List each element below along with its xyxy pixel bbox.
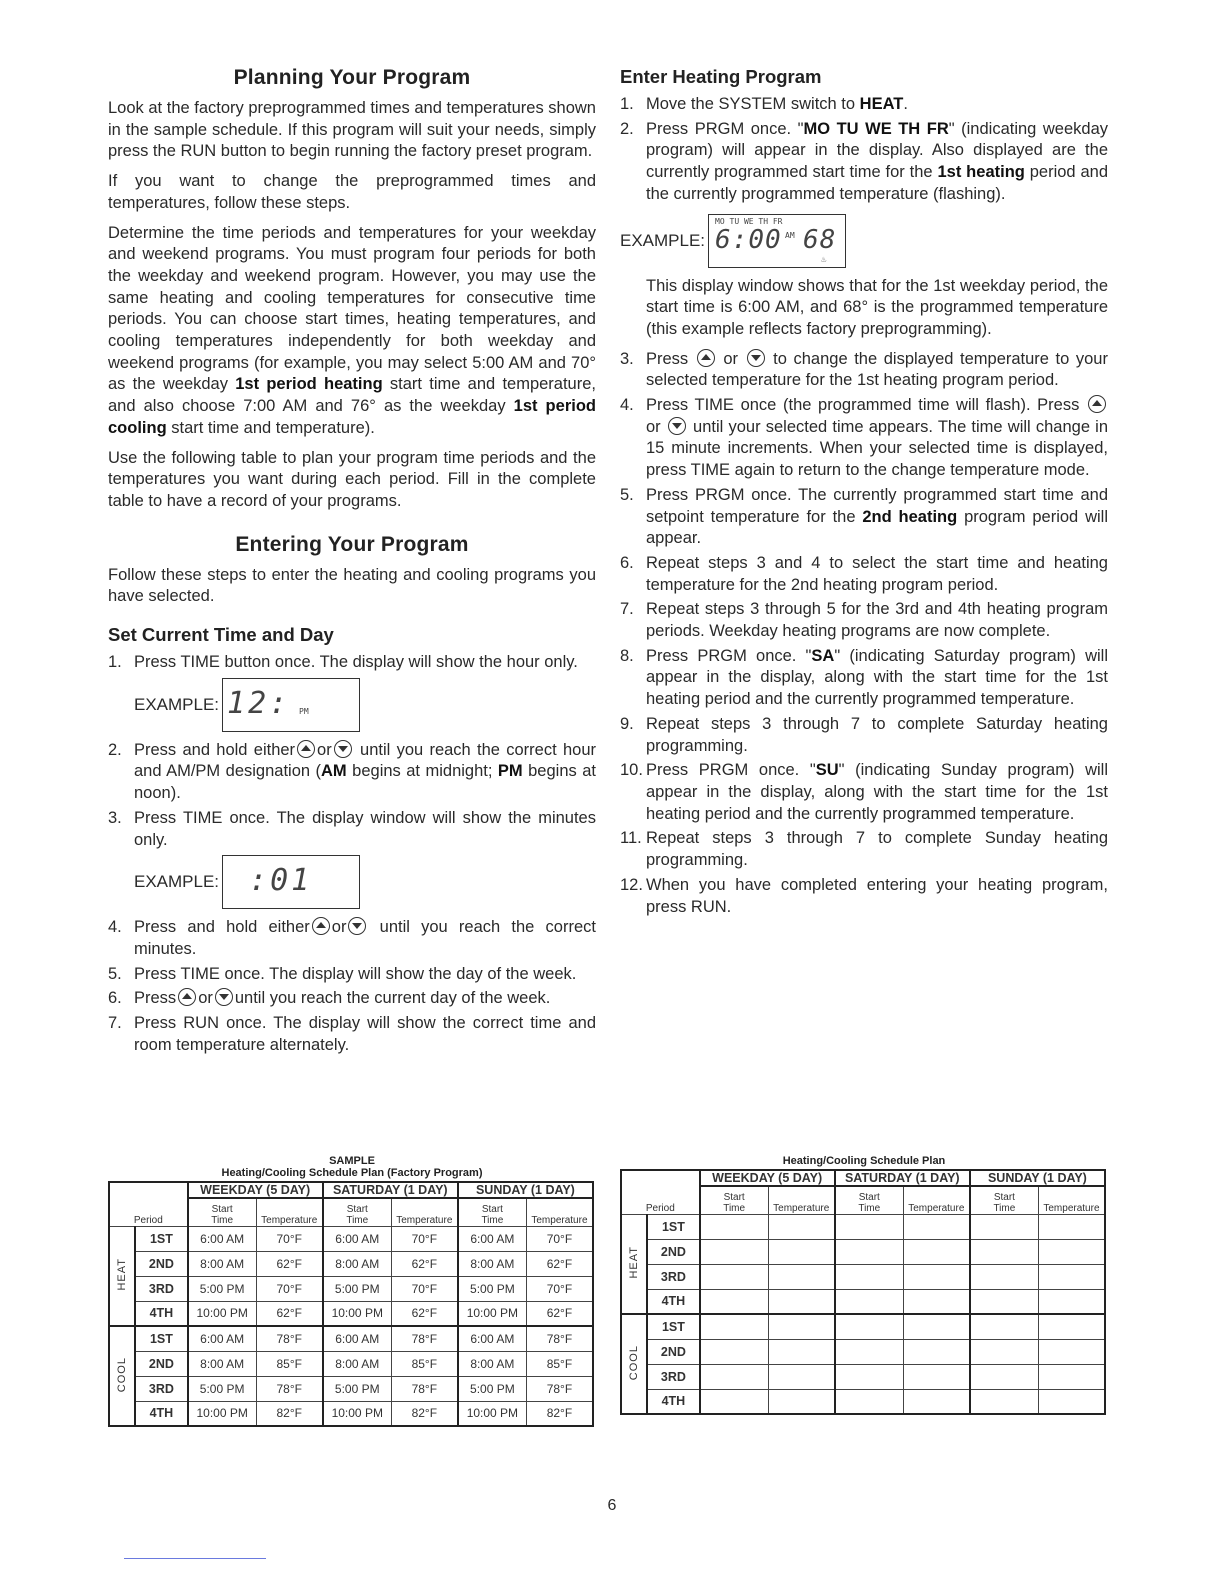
list-item: 8. Press PRGM once. "SA" (indicating Saturday program) will appear in the display, along with the start time for the 1st heating period and the currently programmed temperature. — [620, 646, 1108, 709]
temperature-cell — [1038, 1239, 1105, 1264]
table-row — [621, 1364, 1105, 1389]
temperature-header: Temperature — [526, 1198, 593, 1226]
sunday-header: SUNDAY (1 DAY) — [970, 1170, 1105, 1186]
start-time-cell: 10:00 PM — [188, 1301, 257, 1326]
temperature-header: Temperature — [256, 1198, 323, 1226]
table-row — [109, 1276, 593, 1301]
start-time-cell: 5:00 PM — [458, 1276, 527, 1301]
saturday-header: SATURDAY (1 DAY) — [835, 1170, 970, 1186]
table-row — [621, 1314, 1105, 1339]
start-time-cell: 10:00 PM — [458, 1301, 527, 1326]
start-time-header: Start Time — [835, 1186, 904, 1214]
planning-paragraph-2: If you want to change the preprogrammed times and temperatures, follow these steps. — [108, 172, 596, 212]
down-arrow-icon — [747, 349, 765, 367]
start-time-cell — [835, 1214, 904, 1239]
start-time-cell — [835, 1314, 904, 1339]
period-cell: 3RD — [135, 1376, 187, 1401]
temperature-cell — [1038, 1389, 1105, 1414]
temperature-cell — [1038, 1214, 1105, 1239]
down-arrow-icon — [215, 988, 233, 1006]
period-cell: 1ST — [135, 1226, 187, 1251]
table-row — [109, 1351, 593, 1376]
start-time-cell: 10:00 PM — [323, 1401, 392, 1426]
blank-schedule-table — [620, 1155, 1108, 1415]
table-row — [621, 1339, 1105, 1364]
period-cell: 2ND — [647, 1239, 699, 1264]
weekday-header: WEEKDAY (5 DAY) — [188, 1182, 323, 1198]
start-time-cell: 5:00 PM — [458, 1376, 527, 1401]
start-time-cell — [700, 1339, 769, 1364]
example-hour — [134, 678, 596, 732]
temperature-cell: 70°F — [391, 1276, 458, 1301]
sample-caption: SAMPLE — [329, 1155, 375, 1167]
start-time-cell: 8:00 AM — [323, 1251, 392, 1276]
heating-program-title: Enter Heating Program — [620, 66, 822, 87]
planning-paragraph-4: Use the following table to plan your program time periods and the temperatures you want during each period. Fill in the complete table to have a record of your programs. — [108, 448, 596, 510]
table-row — [109, 1251, 593, 1276]
start-time-cell — [835, 1239, 904, 1264]
temperature-header: Temperature — [768, 1186, 835, 1214]
lcd-time: 6:00 — [715, 224, 782, 255]
heat-label: HEAT — [116, 1257, 129, 1291]
temperature-cell — [768, 1339, 835, 1364]
example-minutes — [134, 855, 596, 909]
footer-rule — [124, 1558, 266, 1559]
temperature-cell — [903, 1314, 970, 1339]
weekday-header: WEEKDAY (5 DAY) — [700, 1170, 835, 1186]
start-time-cell: 5:00 PM — [323, 1276, 392, 1301]
start-time-header: Start Time — [323, 1198, 392, 1226]
cool-label: COOL — [116, 1356, 129, 1393]
period-cell: 4TH — [647, 1389, 699, 1414]
start-time-cell — [835, 1264, 904, 1289]
temperature-cell — [1038, 1264, 1105, 1289]
lcd-display-minutes — [222, 855, 360, 909]
list-item: 3. Press TIME once. The display window will show the minutes only. — [108, 808, 596, 849]
start-time-cell — [970, 1389, 1039, 1414]
period-cell: 2ND — [647, 1339, 699, 1364]
period-header: Period — [621, 1170, 700, 1214]
period-cell: 3RD — [647, 1364, 699, 1389]
temperature-cell — [1038, 1339, 1105, 1364]
period-cell: 3RD — [135, 1276, 187, 1301]
blank-caption: Heating/Cooling Schedule Plan — [782, 1155, 946, 1167]
flame-icon: ♨ — [821, 254, 827, 265]
table-row — [621, 1214, 1105, 1239]
start-time-cell — [970, 1339, 1039, 1364]
temperature-cell: 78°F — [526, 1376, 593, 1401]
temperature-cell: 85°F — [391, 1351, 458, 1376]
temperature-cell: 85°F — [256, 1351, 323, 1376]
list-item: 1. Move the SYSTEM switch to HEAT. — [620, 95, 908, 113]
sample-table — [108, 1181, 594, 1427]
list-item: 12. When you have completed entering your heating program, press RUN. — [620, 875, 1108, 916]
down-arrow-icon — [348, 917, 366, 935]
start-time-cell — [835, 1289, 904, 1314]
temperature-header: Temperature — [391, 1198, 458, 1226]
cool-label: COOL — [628, 1344, 641, 1381]
start-time-cell — [970, 1364, 1039, 1389]
temperature-cell — [1038, 1364, 1105, 1389]
start-time-cell: 8:00 AM — [188, 1351, 257, 1376]
start-time-cell: 6:00 AM — [188, 1326, 257, 1351]
table-row — [109, 1301, 593, 1326]
lcd-digits: 12: — [227, 685, 291, 721]
temperature-cell: 62°F — [256, 1251, 323, 1276]
list-item: 10. Press PRGM once. "SU" (indicating Sunday program) will appear in the display, along with the start time for the 1st heating period and the currently programmed temperature. — [620, 761, 1108, 823]
period-cell: 4TH — [135, 1401, 187, 1426]
start-time-cell — [835, 1339, 904, 1364]
start-time-cell: 5:00 PM — [188, 1376, 257, 1401]
period-cell: 4TH — [135, 1301, 187, 1326]
lcd-digits: :01 — [249, 863, 313, 899]
temperature-cell: 78°F — [256, 1376, 323, 1401]
up-arrow-icon — [1088, 395, 1106, 413]
period-cell: 1ST — [135, 1326, 187, 1351]
temperature-cell — [1038, 1314, 1105, 1339]
period-cell: 2ND — [135, 1251, 187, 1276]
start-time-cell: 6:00 AM — [458, 1226, 527, 1251]
saturday-header: SATURDAY (1 DAY) — [323, 1182, 458, 1198]
temperature-cell — [768, 1239, 835, 1264]
list-item: 6. Repeat steps 3 and 4 to select the start time and heating temperature for the 2nd heating program period. — [620, 553, 1108, 594]
up-arrow-icon — [312, 917, 330, 935]
start-time-cell: 10:00 PM — [188, 1401, 257, 1426]
temperature-cell: 62°F — [391, 1251, 458, 1276]
list-item: 7. Press RUN once. The display will show the correct time and room temperature alternately. — [108, 1014, 596, 1054]
start-time-cell — [835, 1389, 904, 1414]
start-time-cell — [700, 1289, 769, 1314]
temperature-cell — [768, 1364, 835, 1389]
temperature-cell — [903, 1339, 970, 1364]
start-time-cell — [700, 1239, 769, 1264]
period-cell: 3RD — [647, 1264, 699, 1289]
temperature-cell: 85°F — [526, 1351, 593, 1376]
heat-group-cell — [109, 1226, 135, 1326]
start-time-cell: 8:00 AM — [458, 1251, 527, 1276]
temperature-cell: 70°F — [256, 1276, 323, 1301]
entering-title: Entering Your Program — [235, 532, 469, 556]
planning-paragraph-3: Determine the time periods and temperatures for your weekday and weekend programs. You must program four periods for both the weekday and weekend program. However, you may use the same heating and cooling temperatures for consecutive time periods. You can choose start times, heating temperatures, and cooling temperatures independently for both weekday and weekend programs (for example, you may select 5:00 AM and 70° as the weekday 1st period heating start time and temperature, and also choose 7:00 AM and 76° as the weekday 1st period cooling start time and temperature). — [108, 223, 596, 437]
example-label: EXAMPLE: — [134, 694, 220, 714]
start-time-cell — [700, 1264, 769, 1289]
temperature-cell: 70°F — [526, 1226, 593, 1251]
temperature-cell — [903, 1214, 970, 1239]
list-item: 9. Repeat steps 3 through 7 to complete Saturday heating programming. — [620, 714, 1108, 755]
start-time-header: Start Time — [188, 1198, 257, 1226]
start-time-cell: 5:00 PM — [188, 1276, 257, 1301]
start-time-cell: 6:00 AM — [458, 1326, 527, 1351]
lcd-temperature: 68 — [803, 224, 837, 255]
temperature-cell: 62°F — [526, 1301, 593, 1326]
temperature-cell: 78°F — [526, 1326, 593, 1351]
list-item: 4. Press and hold either or until you reach the correct minutes. — [108, 918, 596, 958]
table-row — [621, 1264, 1105, 1289]
down-arrow-icon — [668, 417, 686, 435]
temperature-cell: 82°F — [391, 1401, 458, 1426]
temperature-cell: 70°F — [256, 1226, 323, 1251]
display-note: This display window shows that for the 1st weekday period, the start time is 6:00 AM, and 68° is the programmed temperature (this example reflects factory preprogramming). — [646, 276, 1108, 338]
list-item: 11. Repeat steps 3 through 7 to complete Sunday heating programming. — [620, 829, 1108, 870]
set-time-steps — [108, 652, 596, 674]
table-row — [621, 1289, 1105, 1314]
start-time-cell: 6:00 AM — [188, 1226, 257, 1251]
table-row — [109, 1401, 593, 1426]
cool-group-cell — [621, 1314, 647, 1414]
temperature-cell: 70°F — [391, 1226, 458, 1251]
page-number: 6 — [607, 1497, 617, 1514]
temperature-cell — [768, 1314, 835, 1339]
list-item: 6. Press or until you reach the current day of the week. — [108, 989, 551, 1008]
start-time-cell: 8:00 AM — [323, 1351, 392, 1376]
temperature-cell — [903, 1264, 970, 1289]
up-arrow-icon — [297, 740, 315, 758]
start-time-cell — [700, 1364, 769, 1389]
start-time-header: Start Time — [700, 1186, 769, 1214]
temperature-cell — [903, 1364, 970, 1389]
lcd-pm-indicator: PM — [299, 706, 309, 716]
lcd-display-heating — [708, 214, 846, 268]
start-time-cell: 5:00 PM — [323, 1376, 392, 1401]
start-time-cell: 10:00 PM — [323, 1301, 392, 1326]
start-time-header: Start Time — [970, 1186, 1039, 1214]
list-item: 2. Press PRGM once. "MO TU WE TH FR" (indicating weekday program) will appear in the display. Also displayed are the currently programmed start time for the 1st heating period and the currently programmed temperature (flashing). — [620, 119, 1108, 203]
table-row — [621, 1389, 1105, 1414]
list-item: 4. Press TIME once (the programmed time will flash). Press or until your selected time appears. The time will change in 15 minute increments. When your selected time is displayed, press TIME again to return to the change temperature mode. — [620, 396, 1109, 480]
set-time-title: Set Current Time and Day — [108, 624, 334, 646]
example-label: EXAMPLE: — [620, 230, 706, 250]
temperature-cell — [768, 1289, 835, 1314]
temperature-cell — [768, 1389, 835, 1414]
start-time-cell — [700, 1214, 769, 1239]
temperature-cell: 62°F — [256, 1301, 323, 1326]
lcd-days: MO TU WE TH FR — [715, 216, 783, 226]
temperature-cell: 78°F — [256, 1326, 323, 1351]
period-cell: 4TH — [647, 1289, 699, 1314]
temperature-cell: 78°F — [391, 1326, 458, 1351]
cool-group-cell — [109, 1326, 135, 1426]
temperature-cell: 62°F — [391, 1301, 458, 1326]
list-item: 1. Press TIME button once. The display will show the hour only. — [108, 653, 578, 672]
start-time-cell: 10:00 PM — [458, 1401, 527, 1426]
heat-group-cell — [621, 1214, 647, 1314]
start-time-cell — [970, 1239, 1039, 1264]
start-time-cell: 6:00 AM — [323, 1226, 392, 1251]
temperature-cell: 62°F — [526, 1251, 593, 1276]
temperature-cell: 82°F — [526, 1401, 593, 1426]
temperature-cell: 70°F — [526, 1276, 593, 1301]
temperature-cell: 82°F — [256, 1401, 323, 1426]
planning-title: Planning Your Program — [233, 66, 471, 89]
left-column — [108, 66, 596, 1060]
planning-paragraph-1: Look at the factory preprogrammed times and temperatures shown in the sample schedule. If this program will suit your needs, simply press the RUN button to begin running the factory preset program. — [108, 99, 596, 161]
temperature-cell — [903, 1239, 970, 1264]
list-item: 2. Press and hold either or until you reach the correct hour and AM/PM designation (AM begins at midnight; PM begins at noon). — [108, 740, 596, 803]
start-time-cell — [835, 1364, 904, 1389]
up-arrow-icon — [697, 349, 715, 367]
period-cell: 2ND — [135, 1351, 187, 1376]
example-label: EXAMPLE: — [134, 872, 220, 892]
start-time-cell: 8:00 AM — [188, 1251, 257, 1276]
lcd-display-hour — [222, 678, 360, 732]
start-time-cell: 6:00 AM — [323, 1326, 392, 1351]
temperature-cell — [903, 1389, 970, 1414]
table-row — [621, 1239, 1105, 1264]
temperature-cell — [768, 1214, 835, 1239]
example-heating — [620, 214, 1108, 268]
list-item: 5. Press PRGM once. The currently programmed start time and setpoint temperature for the 2nd heating program period will appear. — [620, 485, 1108, 548]
start-time-cell — [970, 1214, 1039, 1239]
table-row — [109, 1226, 593, 1251]
start-time-cell — [970, 1314, 1039, 1339]
list-item: 7. Repeat steps 3 through 5 for the 3rd and 4th heating program periods. Weekday heating programs are now complete. — [620, 600, 1108, 641]
sample-caption-subtitle: Heating/Cooling Schedule Plan (Factory Program) — [221, 1167, 483, 1179]
right-column — [620, 66, 1108, 921]
temperature-header: Temperature — [1038, 1186, 1105, 1214]
temperature-cell: 78°F — [391, 1376, 458, 1401]
start-time-cell — [700, 1314, 769, 1339]
blank-table — [620, 1169, 1106, 1415]
start-time-cell — [700, 1389, 769, 1414]
temperature-cell — [903, 1289, 970, 1314]
period-cell: 1ST — [647, 1214, 699, 1239]
list-item: 5. Press TIME once. The display will show the day of the week. — [108, 964, 577, 983]
start-time-header: Start Time — [458, 1198, 527, 1226]
up-arrow-icon — [178, 988, 196, 1006]
start-time-cell: 8:00 AM — [458, 1351, 527, 1376]
entering-paragraph: Follow these steps to enter the heating and cooling programs you have selected. — [108, 565, 596, 606]
lcd-am-indicator: AM — [785, 230, 795, 240]
period-header: Period — [109, 1182, 188, 1226]
start-time-cell — [970, 1264, 1039, 1289]
period-cell: 1ST — [647, 1314, 699, 1339]
down-arrow-icon — [334, 740, 352, 758]
sunday-header: SUNDAY (1 DAY) — [458, 1182, 593, 1198]
list-item: 3. Press or to change the displayed temperature to your selected temperature for the 1st heating program period. — [620, 349, 1108, 390]
temperature-cell — [768, 1264, 835, 1289]
temperature-header: Temperature — [903, 1186, 970, 1214]
temperature-cell — [1038, 1289, 1105, 1314]
sample-schedule-table — [108, 1155, 596, 1427]
heat-label: HEAT — [628, 1245, 641, 1279]
start-time-cell — [970, 1289, 1039, 1314]
table-row — [109, 1376, 593, 1401]
table-row — [109, 1326, 593, 1351]
